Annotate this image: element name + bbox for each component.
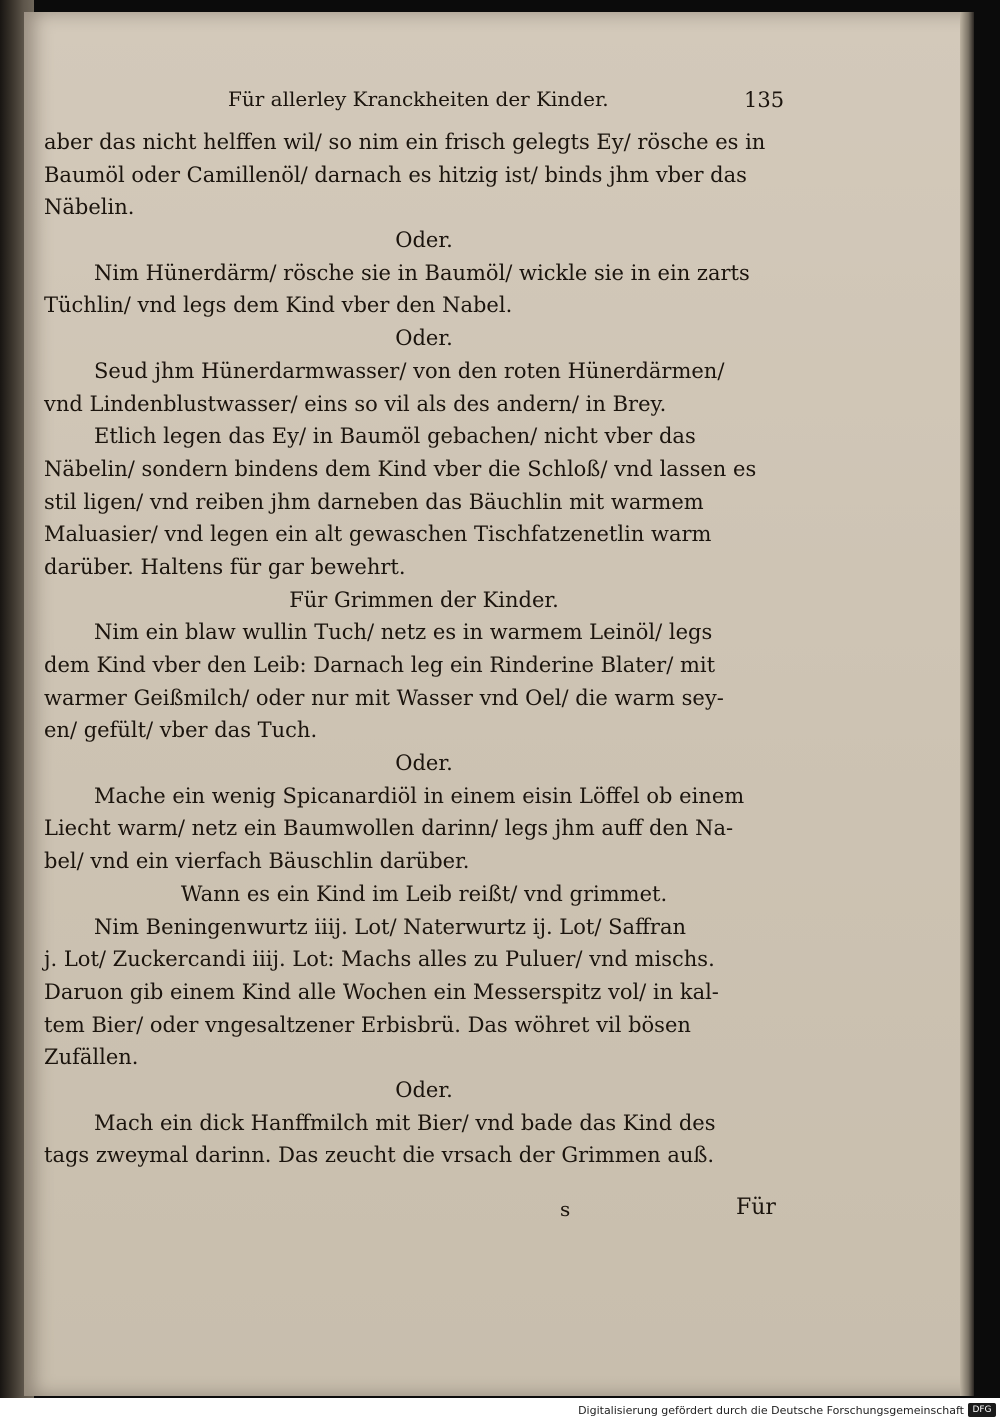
text-line: Baumöl oder Camillenöl/ darnach es hitzig ist/ binds jhm vber das [44,162,747,187]
catchword: Für [736,1195,776,1220]
text-line: Nim Beningenwurtz iiij. Lot/ Naterwurtz ij. Lot/ Saffran [94,914,686,939]
text-line: tags zweymal darinn. Das zeucht die vrsach der Grimmen auß. [44,1143,715,1168]
dfg-logo: DFG [968,1403,996,1417]
text-line: Daruon gib einem Kind alle Wochen ein Messerspitz vol/ in kal- [44,979,719,1004]
text-line: Liecht warm/ netz ein Baumwollen darinn/ legs jhm auff den Na- [44,816,734,841]
text-line: Zufällen. [44,1045,139,1070]
section-divider: Oder. [395,751,453,776]
text-line: aber das nicht helffen wil/ so nim ein frisch gelegts Ey/ rösche es in [44,130,766,154]
text-line: darüber. Haltens für gar bewehrt. [44,554,406,579]
text-line: j. Lot/ Zuckercandi iiij. Lot: Machs alles zu Puluer/ vnd mischs. [44,947,715,972]
text-line: warmer Geißmilch/ oder nur mit Wasser vnd Oel/ die warm sey- [44,685,724,710]
footer-credit: Digitalisierung gefördert durch die Deutsche Forschungsgemeinschaft [578,1404,964,1417]
page-body [44,130,804,1176]
text-line: dem Kind vber den Leib: Darnach leg ein Rinderine Blater/ mit [44,653,716,677]
text-line: en/ gefült/ vber das Tuch. [44,718,318,743]
running-title: Für allerley Kranckheiten der Kinder. [228,87,609,111]
text-line: bel/ vnd ein vierfach Bäuschlin darüber. [44,849,470,874]
section-divider: Oder. [395,228,453,253]
text-line: vnd Lindenblustwasser/ eins so vil als des andern/ in Brey. [44,391,667,416]
footer-bar [0,1398,1000,1424]
text-line: Mache ein wenig Spicanardiöl in einem eisin Löffel ob einem [94,783,745,808]
section-divider: Oder. [395,326,453,351]
text-line: tem Bier/ oder vngesaltzener Erbisbrü. Das wöhret vil bösen [44,1012,691,1037]
section-heading: Wann es ein Kind im Leib reißt/ vnd grimmet. [180,881,668,906]
section-heading: Für Grimmen der Kinder. [289,587,559,612]
text-line: Mach ein dick Hanffmilch mit Bier/ vnd bade das Kind des [94,1110,716,1135]
signature-mark: s [560,1197,571,1221]
text-line: Tüchlin/ vnd legs dem Kind vber den Nabel. [44,293,513,318]
text-line: Nim ein blaw wullin Tuch/ netz es in warmem Leinöl/ legs [94,620,713,645]
text-line: Näbelin. [44,195,135,220]
text-line: Maluasier/ vnd legen ein alt gewaschen Tischfatzenetlin warm [44,522,712,547]
page-number: 135 [744,88,785,112]
text-line: Nim Hünerdärm/ rösche sie in Baumöl/ wickle sie in ein zarts [94,260,750,285]
section-divider: Oder. [395,1077,453,1102]
text-line: stil ligen/ vnd reiben jhm darneben das Bäuchlin mit warmem [44,489,704,514]
text-line: Seud jhm Hünerdarmwasser/ von den roten Hünerdärmen/ [94,358,725,383]
text-line: Etlich legen das Ey/ in Baumöl gebachen/ nicht vber das [94,424,696,449]
text-line: Näbelin/ sondern bindens dem Kind vber die Schloß/ vnd lassen es [44,456,757,481]
page-edge [960,12,974,1396]
